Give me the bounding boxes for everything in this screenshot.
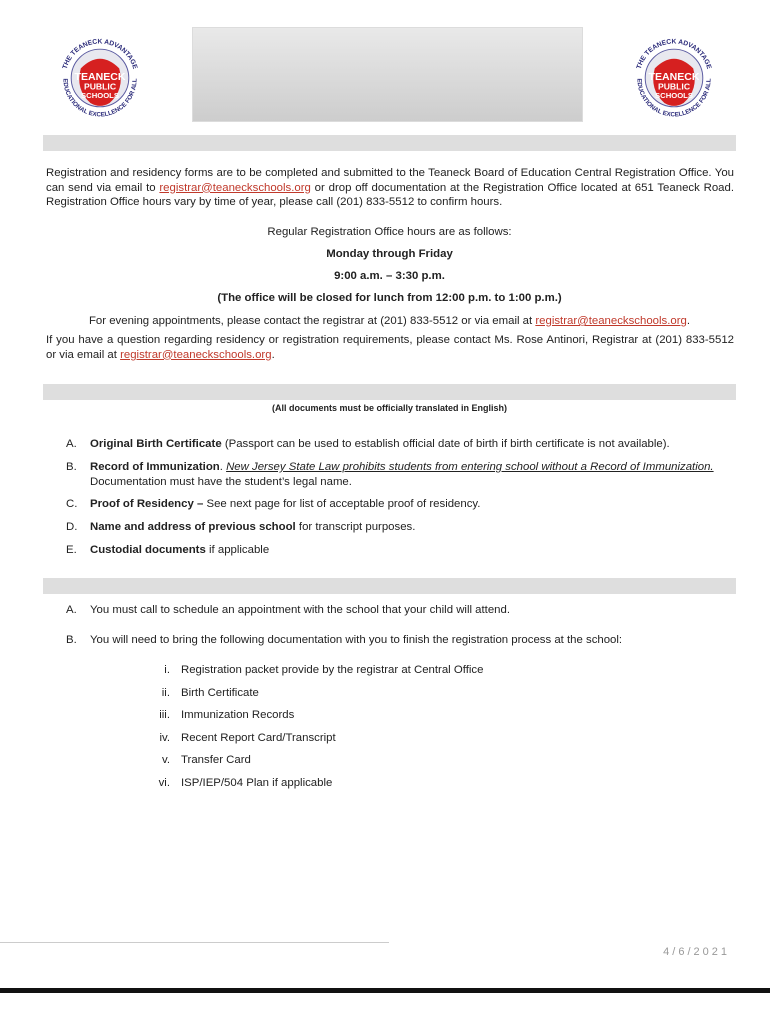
step-item bbox=[66, 633, 736, 648]
document-item bbox=[66, 520, 736, 535]
evening-email-link[interactable]: registrar@teaneckschools.org bbox=[535, 315, 687, 327]
title-banner bbox=[192, 27, 583, 122]
translation-note: (All documents must be officially translated in English) bbox=[271, 403, 508, 413]
intro-paragraph: Registration and residency forms are to be completed and submitted to the Teaneck Board of Education Central Registration Office. You can send via email to registrar@teaneckschools.org or drop off documentation at the Registration Office located at 651 Teaneck Road. Registration Office hours vary by time of year, please call (201) 833-5512 to confirm hours. bbox=[46, 167, 734, 209]
item-letter: C. bbox=[66, 498, 78, 510]
svg-text:SCHOOLS: SCHOOLS bbox=[655, 91, 693, 101]
document-item bbox=[66, 460, 736, 488]
hours-time: 9:00 a.m. – 3:30 p.m. bbox=[334, 270, 445, 282]
item-text: Recent Report Card/Transcript bbox=[181, 731, 336, 744]
item-letter: B. bbox=[66, 461, 77, 473]
question-email-link[interactable]: registrar@teaneckschools.org bbox=[120, 348, 272, 361]
item-numeral: ii. bbox=[161, 686, 170, 699]
evening-appointments: For evening appointments, please contact the registrar at (201) 833-5512 or via email at registrar@teaneckschools.org. bbox=[88, 315, 691, 327]
item-body: You must call to schedule an appointment with the school that your child will attend. bbox=[90, 604, 511, 616]
svg-text:EDUCATIONAL EXCELLENCE FOR ALL: EDUCATIONAL EXCELLENCE FOR ALL bbox=[61, 78, 139, 119]
lunch-note: (The office will be closed for lunch from 12:00 p.m. to 1:00 p.m.) bbox=[217, 292, 562, 304]
section-header-bar bbox=[43, 135, 736, 151]
footer-date: 4/6/2021 bbox=[663, 946, 730, 958]
svg-text:EDUCATIONAL EXCELLENCE FOR ALL: EDUCATIONAL EXCELLENCE FOR ALL bbox=[635, 78, 713, 119]
section-header-bar bbox=[43, 384, 736, 400]
svg-text:THE TEANECK ADVANTAGE: THE TEANECK ADVANTAGE bbox=[635, 38, 713, 71]
checklist-item bbox=[120, 777, 520, 789]
item-numeral: iv. bbox=[159, 731, 170, 744]
document-item bbox=[66, 437, 736, 452]
school-logo-left bbox=[52, 30, 148, 126]
registrar-email-link[interactable]: registrar@teaneckschools.org bbox=[159, 181, 311, 194]
item-letter: A. bbox=[66, 438, 77, 450]
item-numeral: vi. bbox=[158, 777, 170, 789]
checklist-item bbox=[120, 732, 520, 744]
item-text: Transfer Card bbox=[181, 754, 251, 767]
section-header-bar bbox=[43, 578, 736, 594]
document-item bbox=[66, 543, 736, 558]
item-numeral: v. bbox=[161, 754, 170, 767]
item-body: Original Birth Certificate (Passport can be used to establish official date of birth if birth certificate is not available). bbox=[90, 438, 670, 450]
checklist-item bbox=[120, 664, 520, 676]
item-numeral: iii. bbox=[159, 709, 170, 722]
item-text: Registration packet provide by the registrar at Central Office bbox=[181, 664, 484, 676]
checklist-item bbox=[120, 709, 520, 721]
item-text: ISP/IEP/504 Plan if applicable bbox=[181, 777, 333, 789]
item-body: Name and address of previous school for transcript purposes. bbox=[90, 521, 416, 533]
step-item bbox=[66, 603, 736, 618]
item-text: Birth Certificate bbox=[181, 686, 259, 699]
item-letter: E. bbox=[66, 544, 77, 556]
svg-text:TEANECK: TEANECK bbox=[648, 70, 700, 83]
checklist-item bbox=[120, 687, 520, 699]
page-bottom-bar bbox=[0, 988, 770, 993]
logo-text: TEANECK bbox=[74, 70, 126, 83]
svg-text:THE TEANECK ADVANTAGE: THE TEANECK ADVANTAGE bbox=[61, 38, 139, 71]
item-numeral: i. bbox=[164, 664, 170, 676]
svg-text:SCHOOLS: SCHOOLS bbox=[81, 91, 119, 101]
question-paragraph: If you have a question regarding residency or registration requirements, please contact Ms. Rose Antinori, Registrar at (201) 833-5512 or via email at registrar@teaneckschools.org. bbox=[46, 334, 734, 361]
school-logo-right bbox=[626, 30, 722, 126]
item-text: Immunization Records bbox=[181, 709, 295, 722]
hours-days: Monday through Friday bbox=[326, 248, 453, 260]
checklist-item bbox=[120, 754, 520, 766]
item-body: Custodial documents if applicable bbox=[90, 544, 270, 556]
document-item bbox=[66, 497, 736, 512]
item-letter: D. bbox=[66, 521, 78, 533]
svg-text:PUBLIC: PUBLIC bbox=[83, 81, 117, 92]
item-body: Proof of Residency – See next page for list of acceptable proof of residency. bbox=[90, 498, 481, 510]
item-body: You will need to bring the following documentation with you to finish the registration process at the school: bbox=[90, 634, 623, 646]
hours-heading: Regular Registration Office hours are as follows: bbox=[267, 226, 512, 238]
item-letter: A. bbox=[66, 604, 77, 616]
svg-text:PUBLIC: PUBLIC bbox=[657, 81, 691, 92]
item-letter: B. bbox=[66, 634, 77, 646]
item-body: Record of Immunization. New Jersey State Law prohibits students from entering school without a Record of Immunization. Documentation must have the student’s legal name. bbox=[90, 461, 714, 488]
footer-divider bbox=[0, 942, 389, 943]
